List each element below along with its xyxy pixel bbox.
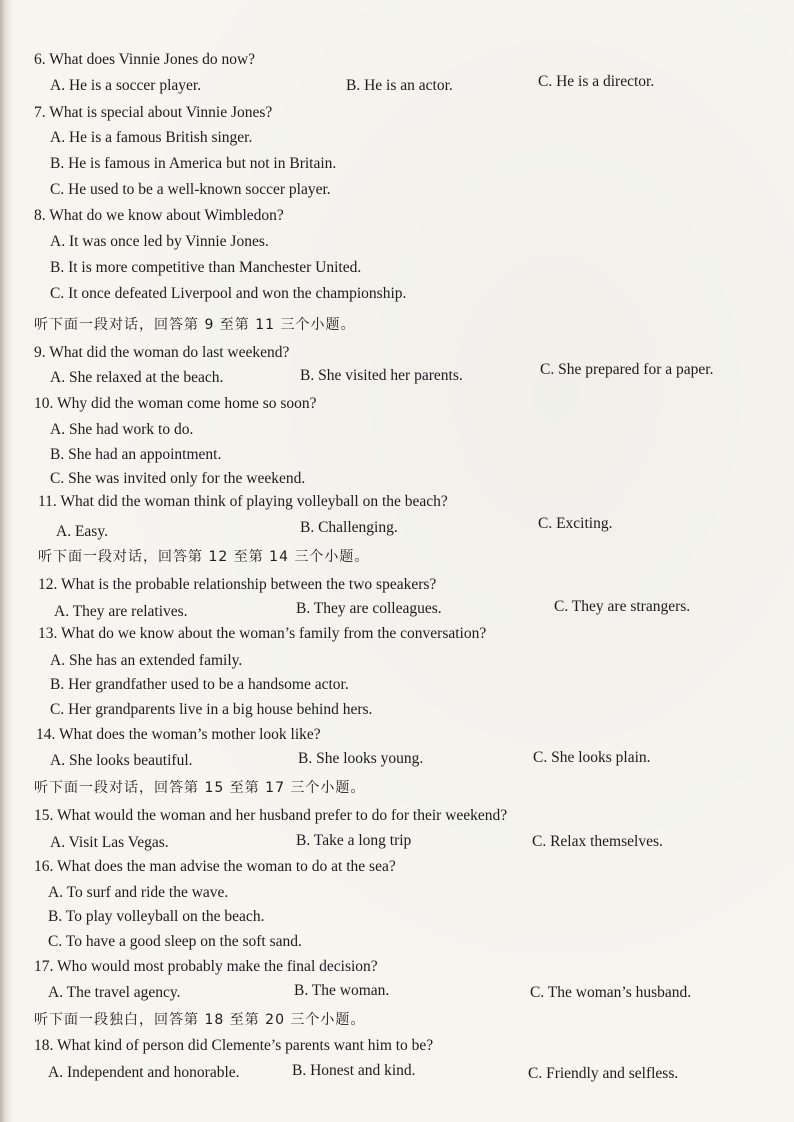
option-9a: A. She relaxed at the beach.: [50, 369, 224, 386]
option-10a: A. She had work to do.: [50, 421, 194, 438]
option-11c: C. Exciting.: [538, 515, 613, 532]
option-16a: A. To surf and ride the wave.: [48, 884, 229, 901]
option-6a: A. He is a soccer player.: [50, 77, 202, 94]
option-14c: C. She looks plain.: [533, 749, 651, 766]
option-12c: C. They are strangers.: [554, 598, 691, 615]
option-17c: C. The woman’s husband.: [530, 984, 692, 1001]
question-14: 14. What does the woman’s mother look like?: [36, 726, 321, 743]
option-12a: A. They are relatives.: [54, 603, 188, 620]
instruction-15-17: 听下面一段对话，回答第 15 至第 17 三个小题。: [34, 780, 366, 796]
instruction-9-11: 听下面一段对话，回答第 9 至第 11 三个小题。: [34, 317, 356, 333]
option-8b: B. It is more competitive than Manchester United.: [50, 259, 362, 276]
question-18: 18. What kind of person did Clemente’s parents want him to be?: [34, 1037, 434, 1054]
option-13b: B. Her grandfather used to be a handsome actor.: [50, 676, 349, 693]
option-10b: B. She had an appointment.: [50, 446, 222, 463]
option-8a: A. It was once led by Vinnie Jones.: [50, 233, 269, 250]
option-6b: B. He is an actor.: [346, 77, 453, 94]
instruction-12-14: 听下面一段对话，回答第 12 至第 14 三个小题。: [38, 549, 370, 565]
question-8: 8. What do we know about Wimbledon?: [34, 207, 284, 224]
question-6: 6. What does Vinnie Jones do now?: [34, 51, 256, 68]
option-7c: C. He used to be a well-known soccer player.: [50, 181, 331, 198]
option-9b: B. She visited her parents.: [300, 367, 463, 384]
option-13a: A. She has an extended family.: [50, 652, 243, 669]
question-15: 15. What would the woman and her husband prefer to do for their weekend?: [34, 807, 508, 824]
option-17b: B. The woman.: [294, 982, 390, 999]
option-9c: C. She prepared for a paper.: [540, 361, 714, 378]
question-16: 16. What does the man advise the woman to do at the sea?: [34, 858, 396, 875]
option-18a: A. Independent and honorable.: [48, 1064, 240, 1081]
option-17a: A. The travel agency.: [48, 984, 181, 1001]
option-6c: C. He is a director.: [538, 73, 655, 90]
question-13: 13. What do we know about the woman’s family from the conversation?: [38, 625, 487, 642]
option-14b: B. She looks young.: [298, 750, 424, 767]
option-16b: B. To play volleyball on the beach.: [48, 908, 265, 925]
option-16c: C. To have a good sleep on the soft sand.: [48, 933, 302, 950]
instruction-18-20: 听下面一段独白，回答第 18 至第 20 三个小题。: [34, 1012, 366, 1028]
question-12: 12. What is the probable relationship between the two speakers?: [38, 576, 437, 593]
option-8c: C. It once defeated Liverpool and won the championship.: [50, 285, 407, 302]
option-10c: C. She was invited only for the weekend.: [50, 470, 306, 487]
option-13c: C. Her grandparents live in a big house behind hers.: [50, 701, 373, 718]
option-15c: C. Relax themselves.: [532, 833, 663, 850]
option-12b: B. They are colleagues.: [296, 600, 442, 617]
option-7a: A. He is a famous British singer.: [50, 129, 253, 146]
question-7: 7. What is special about Vinnie Jones?: [34, 104, 273, 121]
option-14a: A. She looks beautiful.: [50, 752, 193, 769]
question-10: 10. Why did the woman come home so soon?: [34, 395, 317, 412]
option-18c: C. Friendly and selfless.: [528, 1065, 679, 1082]
question-17: 17. Who would most probably make the final decision?: [34, 958, 378, 975]
question-9: 9. What did the woman do last weekend?: [34, 344, 290, 361]
option-15b: B. Take a long trip: [296, 832, 412, 849]
option-7b: B. He is famous in America but not in Britain.: [50, 155, 337, 172]
question-11: 11. What did the woman think of playing volleyball on the beach?: [38, 493, 448, 510]
option-11b: B. Challenging.: [300, 519, 398, 536]
option-18b: B. Honest and kind.: [292, 1062, 416, 1079]
option-11a: A. Easy.: [56, 523, 108, 540]
option-15a: A. Visit Las Vegas.: [50, 834, 169, 851]
